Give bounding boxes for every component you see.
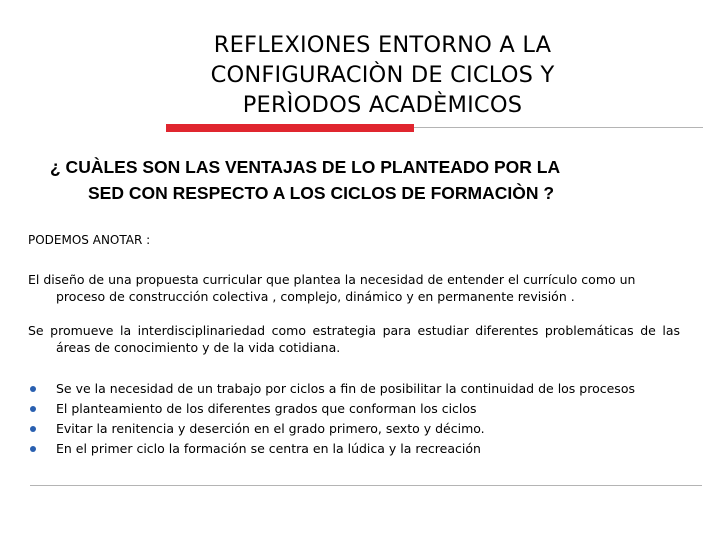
question-heading bbox=[50, 154, 670, 206]
list-item bbox=[28, 400, 656, 417]
bullet-dot-icon bbox=[30, 406, 36, 412]
paragraph: Se promueve la interdisciplinariedad como estrategia para estudiar diferentes problemáticas de las áreas de conocimiento y de la vida cotidiana. bbox=[28, 323, 680, 355]
list-item bbox=[28, 440, 656, 457]
title-line: PERÌODOS ACADÈMICOS bbox=[242, 92, 523, 118]
section-label: PODEMOS ANOTAR : bbox=[28, 233, 151, 247]
bullet-dot-icon bbox=[30, 386, 36, 392]
slide-title bbox=[110, 30, 655, 120]
list-item-text: El planteamiento de los diferentes grados que conforman los ciclos bbox=[56, 401, 477, 416]
title-line: REFLEXIONES ENTORNO A LA bbox=[213, 32, 552, 58]
list-item-text: En el primer ciclo la formación se centra en la lúdica y la recreación bbox=[56, 441, 481, 456]
accent-bar bbox=[166, 124, 414, 132]
list-item bbox=[28, 380, 656, 397]
bullet-dot-icon bbox=[30, 426, 36, 432]
list-item-text: Evitar la renitencia y deserción en el grado primero, sexto y décimo. bbox=[56, 421, 485, 436]
bullet-list bbox=[28, 380, 656, 460]
question-line: SED CON RESPECTO A LOS CICLOS DE FORMACIÒN ? bbox=[88, 183, 555, 203]
paragraph: El diseño de una propuesta curricular que plantea la necesidad de entender el currículo como un proceso de construcción colectiva , complejo, dinámico y en permanente revisión . bbox=[28, 272, 636, 304]
footer-divider bbox=[30, 485, 702, 486]
bullet-dot-icon bbox=[30, 446, 36, 452]
question-line: ¿ CUÀLES SON LAS VENTAJAS DE LO PLANTEADO POR LA bbox=[50, 157, 561, 177]
list-item-text: Se ve la necesidad de un trabajo por ciclos a fin de posibilitar la continuidad de los procesos bbox=[56, 381, 635, 396]
title-line: CONFIGURACIÒN DE CICLOS Y bbox=[210, 62, 555, 88]
list-item bbox=[28, 420, 656, 437]
title-divider bbox=[414, 127, 703, 128]
